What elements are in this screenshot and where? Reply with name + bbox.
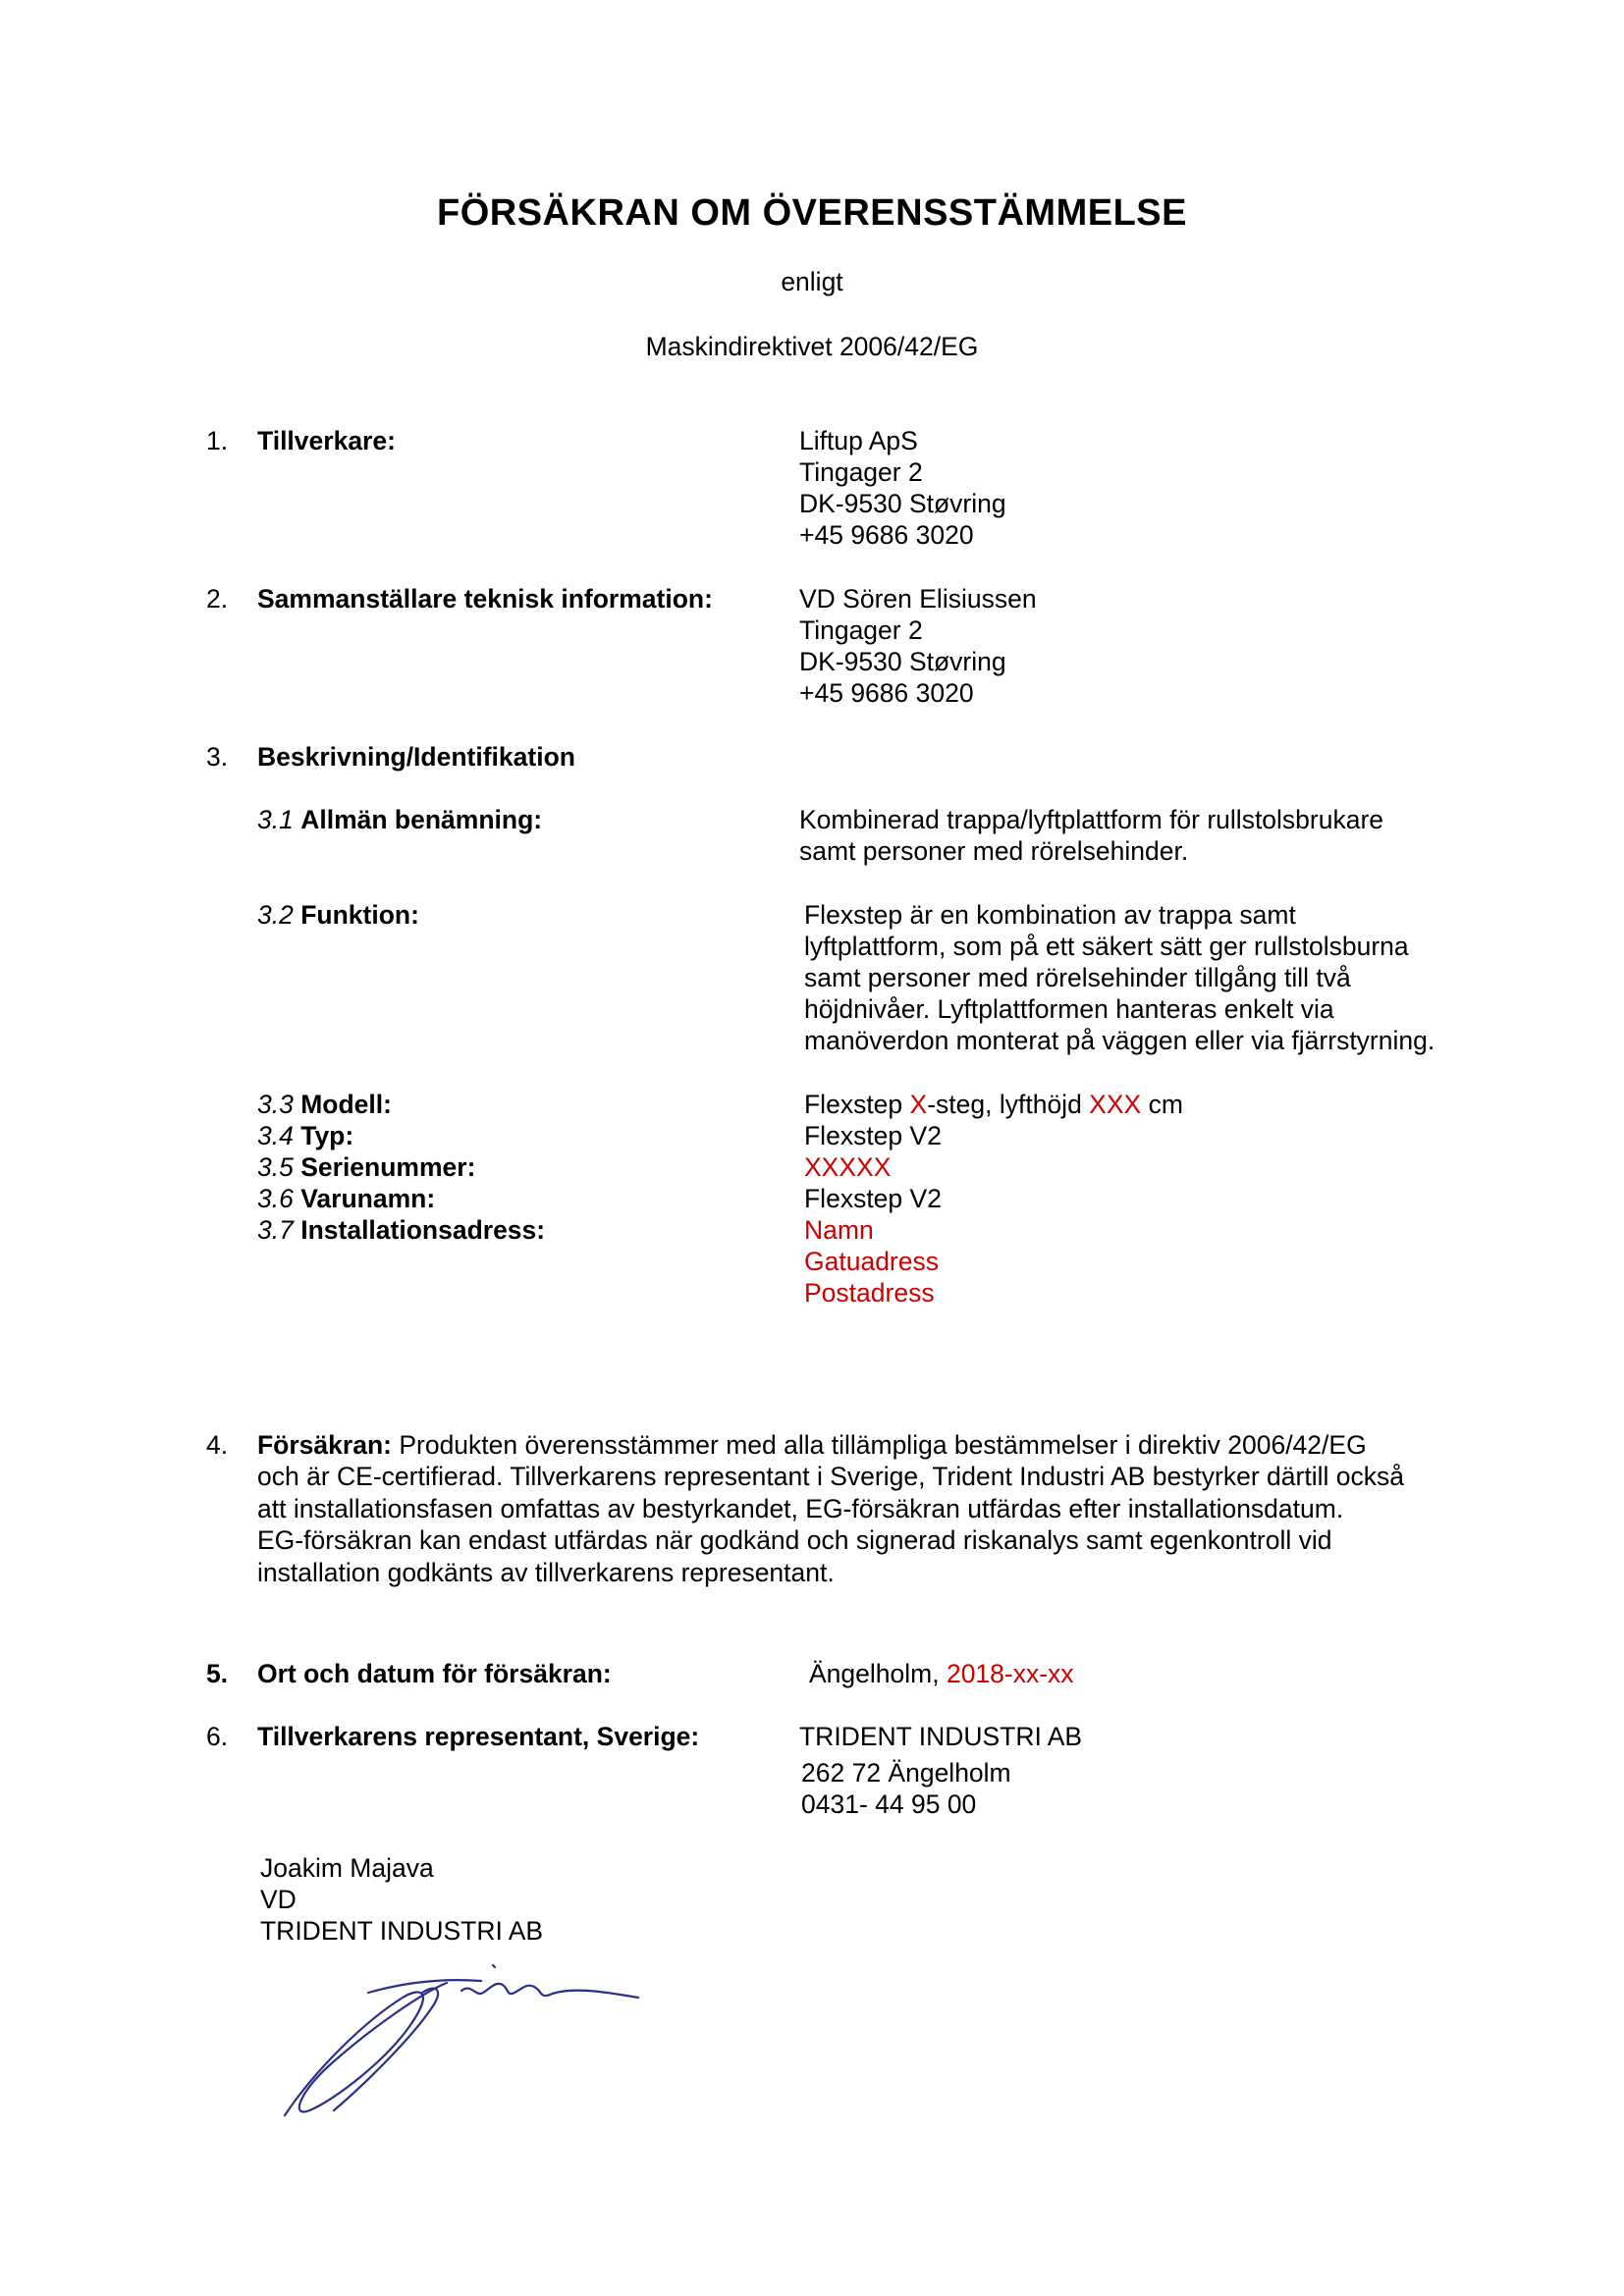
section-3-3-label: Modell: [300, 1090, 392, 1119]
compiler-name: VD Sören Elisiussen [799, 584, 1037, 614]
general-name-line-1: Kombinerad trappa/lyftplattform för rullstolsbrukare [799, 805, 1384, 834]
representative-city: 262 72 Ängelholm [801, 1758, 1011, 1788]
signer-name: Joakim Majava [260, 1853, 434, 1883]
section-3-4-heading [257, 1120, 353, 1151]
declaration-line-5: installation godkänts av tillverkarens representant. [257, 1557, 835, 1587]
installation-street: Gatuadress [804, 1247, 939, 1276]
section-3-4-label: Typ: [300, 1121, 354, 1150]
representative-company: TRIDENT INDUSTRI AB [799, 1722, 1083, 1751]
manufacturer-street: Tingager 2 [799, 457, 923, 487]
section-3-2-heading [257, 899, 419, 931]
section-3-number: 3. [206, 742, 229, 772]
document-title: FÖRSÄKRAN OM ÖVERENSSTÄMMELSE [437, 192, 1187, 234]
directive-reference: Maskindirektivet 2006/42/EG [645, 332, 979, 361]
section-2-number: 2. [206, 584, 229, 614]
function-line-5: manöverdon monterat på väggen eller via fjärrstyrning. [804, 1026, 1435, 1055]
product-name-value: Flexstep V2 [804, 1184, 942, 1213]
serial-number-value: XXXXX [804, 1152, 892, 1182]
section-2-label: Sammanställare teknisk information: [257, 584, 713, 614]
section-3-6-heading [257, 1183, 435, 1214]
declaration-date: 2018-xx-xx [946, 1659, 1074, 1688]
section-3-label: Beskrivning/Identifikation [257, 742, 575, 772]
function-line-4: höjdnivåer. Lyftplattformen hanteras enkelt via [804, 994, 1334, 1024]
function-line-3: samt personer med rörelsehinder tillgång till två [804, 963, 1351, 992]
model-text-2: -steg, lyfthöjd [927, 1090, 1090, 1119]
section-3-6-number: 3.6 [257, 1184, 294, 1213]
signer-company: TRIDENT INDUSTRI AB [260, 1916, 544, 1946]
model-text-1: Flexstep [804, 1090, 910, 1119]
manufacturer-phone: +45 9686 3020 [799, 520, 974, 550]
manufacturer-name: Liftup ApS [799, 426, 918, 455]
section-3-1-label: Allmän benämning: [300, 805, 543, 834]
section-3-6-label: Varunamn: [300, 1184, 436, 1213]
declaration-line-2: och är CE-certifierad. Tillverkarens representant i Sverige, Trident Industri AB bestyrker därtill också [257, 1462, 1404, 1492]
declaration-place: Ängelholm, [809, 1659, 947, 1688]
type-value: Flexstep V2 [804, 1121, 942, 1150]
signer-role: VD [260, 1885, 297, 1914]
function-line-2: lyftplattform, som på ett säkert sätt ger rullstolsburna [804, 932, 1409, 961]
handwritten-signature [275, 1953, 668, 2130]
section-6-label: Tillverkarens representant, Sverige: [257, 1722, 700, 1751]
document-subtitle: enligt [781, 267, 843, 296]
section-3-1-number: 3.1 [257, 805, 294, 834]
section-3-7-label: Installationsadress: [300, 1215, 546, 1245]
section-4-label: Försäkran: [257, 1430, 392, 1460]
general-name-line-2: samt personer med rörelsehinder. [799, 836, 1189, 866]
section-6-number: 6. [206, 1722, 229, 1751]
installation-postal: Postadress [804, 1278, 935, 1308]
declaration-line-3: att installationsfasen omfattas av bestyrkandet, EG-försäkran utfärdas efter installationsdatum. [257, 1493, 1344, 1523]
declaration-paragraph [257, 1429, 1475, 1588]
section-3-2-label: Funktion: [300, 900, 419, 930]
section-3-7-number: 3.7 [257, 1215, 294, 1245]
section-3-5-number: 3.5 [257, 1152, 294, 1182]
section-1-number: 1. [206, 426, 229, 455]
section-1-label: Tillverkare: [257, 426, 396, 455]
place-date-value [809, 1658, 1074, 1689]
manufacturer-city: DK-9530 Støvring [799, 489, 1006, 518]
section-3-7-heading [257, 1214, 545, 1246]
section-3-5-label: Serienummer: [300, 1152, 476, 1182]
section-3-2-number: 3.2 [257, 900, 294, 930]
installation-name: Namn [804, 1215, 874, 1245]
compiler-city: DK-9530 Støvring [799, 647, 1006, 676]
declaration-line-4: EG-försäkran kan endast utfärdas när godkänd och signerad riskanalys samt egenkontroll vid [257, 1525, 1332, 1556]
model-height-placeholder: XXX [1089, 1090, 1142, 1119]
section-3-3-heading [257, 1089, 392, 1120]
function-line-1: Flexstep är en kombination av trappa samt [804, 900, 1296, 930]
representative-phone: 0431- 44 95 00 [801, 1789, 977, 1819]
section-3-5-heading [257, 1151, 475, 1183]
compiler-phone: +45 9686 3020 [799, 678, 974, 708]
model-text-3: cm [1141, 1090, 1183, 1119]
declaration-line-1: Produkten överensstämmer med alla tillämpliga bestämmelser i direktiv 2006/42/EG [391, 1430, 1367, 1460]
section-4-number: 4. [206, 1430, 229, 1460]
section-5-label: Ort och datum för försäkran: [257, 1659, 612, 1688]
section-3-4-number: 3.4 [257, 1121, 294, 1150]
compiler-street: Tingager 2 [799, 615, 923, 645]
section-3-1-heading [257, 804, 542, 835]
section-5-number: 5. [206, 1659, 229, 1688]
model-value [804, 1089, 1183, 1120]
model-steps-placeholder: X [909, 1090, 928, 1119]
section-3-3-number: 3.3 [257, 1090, 294, 1119]
